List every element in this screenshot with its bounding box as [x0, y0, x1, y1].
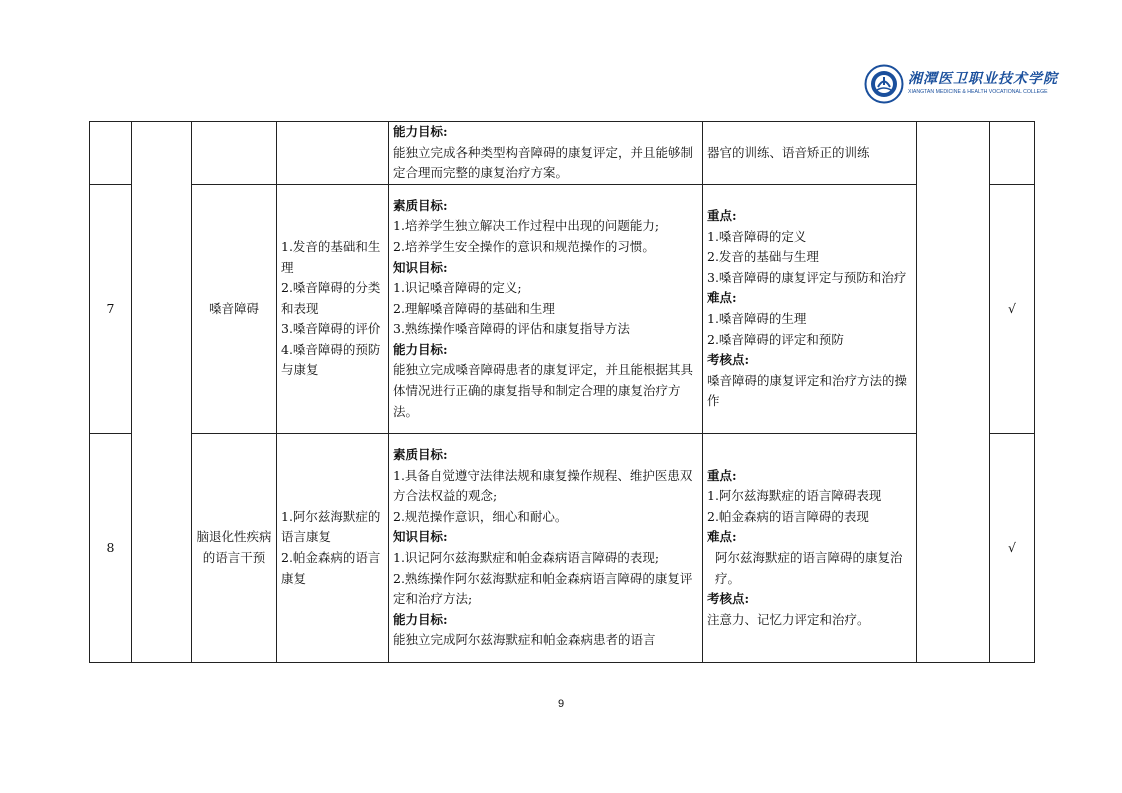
cell-check: [990, 122, 1035, 185]
content-item: 3.嗓音障碍的评价: [281, 321, 381, 337]
assess-text: 注意力、记忆力评定和治疗。: [707, 611, 870, 627]
ability-label: 能力目标:: [393, 341, 448, 357]
quality-item: 1.具备自觉遵守法律法规和康复操作规程、维护医患双方合法权益的观念;: [393, 467, 693, 504]
cell-name: 脑退化性疾病的语言干预: [192, 434, 277, 663]
goal-label: 能力目标:: [393, 124, 448, 140]
logo-english-name: XIANGTAN MEDICINE & HEALTH VOCATIONAL COLLEGE: [908, 89, 1048, 95]
cell-content: [277, 185, 389, 434]
cell-check: √: [990, 434, 1035, 663]
cell-goals: [389, 434, 703, 663]
ability-text: 能独立完成阿尔兹海默症和帕金森病患者的语言: [393, 632, 656, 648]
difficult-item: 1.嗓音障碍的生理: [707, 311, 807, 326]
assess-text: 嗓音障碍的康复评定和治疗方法的操作: [707, 372, 908, 409]
quality-item: 2.培养学生安全操作的意识和规范操作的习惯。: [393, 238, 655, 254]
cell-key-points: [703, 122, 917, 185]
curriculum-table: [89, 121, 1035, 663]
quality-label: 素质目标:: [393, 197, 448, 213]
table-row-8: [90, 434, 1035, 663]
quality-item: 1.培养学生独立解决工作过程中出现的问题能力;: [393, 218, 660, 234]
table-row-continuation: [90, 122, 1035, 185]
logo-chinese-name: 湘潭医卫职业技术学院: [908, 71, 1058, 87]
knowledge-item: 1.识记阿尔兹海默症和帕金森病语言障碍的表现;: [393, 550, 660, 565]
cell-goals: [389, 185, 703, 434]
key-text: 器官的训练、语音矫正的训练: [707, 144, 870, 160]
key-label: 重点:: [707, 467, 737, 483]
content-item: 2.嗓音障碍的分类和表现: [281, 280, 381, 316]
key-item: 3.嗓音障碍的康复评定与预防和治疗: [707, 269, 907, 285]
knowledge-label: 知识目标:: [393, 529, 448, 545]
cell-name: 嗓音障碍: [192, 185, 277, 434]
cell-key-points: [703, 185, 917, 434]
logo-text: [908, 70, 1058, 96]
cell-check: √: [990, 185, 1035, 434]
key-item: 1.嗓音障碍的定义: [707, 228, 807, 244]
key-item: 2.帕金森病的语言障碍的表现: [707, 508, 869, 524]
cell-goals: [389, 122, 703, 185]
cell-no: 8: [90, 434, 132, 663]
knowledge-item: 2.理解嗓音障碍的基础和生理: [393, 300, 555, 316]
page-number: 9: [557, 698, 565, 710]
content-item: 2.帕金森病的语言康复: [281, 550, 381, 586]
cell-module: [132, 122, 192, 663]
college-emblem-icon: [864, 64, 904, 104]
cell-hours: [917, 122, 990, 663]
knowledge-item: 1.识记嗓音障碍的定义;: [393, 280, 522, 296]
assess-label: 考核点:: [707, 352, 750, 368]
content-item: 1.阿尔兹海默症的语言康复: [281, 508, 381, 545]
quality-label: 素质目标:: [393, 447, 448, 463]
content-item: 4.嗓音障碍的预防与康复: [281, 341, 381, 378]
difficult-item: 阿尔兹海默症的语言障碍的康复治疗。: [715, 550, 903, 586]
key-item: 1.阿尔兹海默症的语言障碍表现: [707, 488, 882, 504]
college-logo: [864, 64, 1058, 104]
knowledge-item: 2.熟练操作阿尔兹海默症和帕金森病语言障碍的康复评定和治疗方法;: [393, 570, 693, 607]
key-label: 重点:: [707, 208, 737, 224]
content-item: 1.发音的基础和生理: [281, 238, 381, 275]
quality-item: 2.规范操作意识，细心和耐心。: [393, 508, 568, 524]
cell-content: [277, 434, 389, 663]
goal-text: 能独立完成各种类型构音障碍的康复评定，并且能够制定合理而完整的康复治疗方案。: [393, 144, 694, 181]
ability-text: 能独立完成嗓音障碍患者的康复评定，并且能根据其具体情况进行正确的康复指导和制定合理的康复治疗方法。: [393, 362, 694, 419]
cell-key-points: [703, 434, 917, 663]
difficult-label: 难点:: [707, 529, 737, 545]
ability-label: 能力目标:: [393, 611, 448, 627]
cell-name: [192, 122, 277, 185]
cell-content: [277, 122, 389, 185]
knowledge-item: 3.熟练操作嗓音障碍的评估和康复指导方法: [393, 321, 630, 337]
assess-label: 考核点:: [707, 591, 750, 607]
difficult-label: 难点:: [707, 290, 737, 306]
cell-no: 7: [90, 185, 132, 434]
key-item: 2.发音的基础与生理: [707, 249, 819, 265]
difficult-item: 2.嗓音障碍的评定和预防: [707, 331, 844, 347]
cell-no: [90, 122, 132, 185]
table-row-7: [90, 185, 1035, 434]
knowledge-label: 知识目标:: [393, 259, 448, 275]
